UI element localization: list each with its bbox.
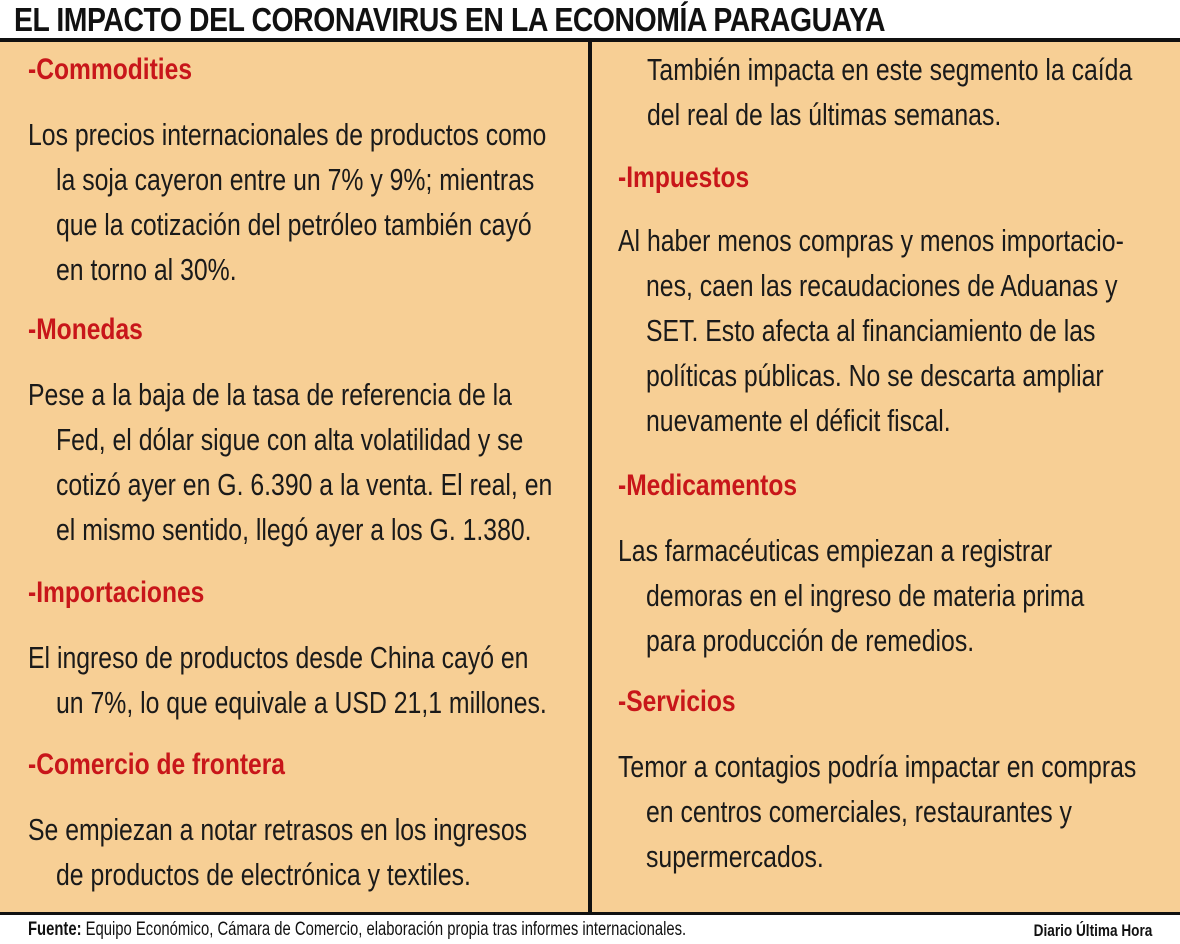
- body-line: El ingreso de productos desde China cayó en: [28, 640, 529, 675]
- page-title: EL IMPACTO DEL CORONAVIRUS EN LA ECONOMÍA PARAGUAYA: [14, 1, 886, 38]
- section-body-impuestos: [618, 218, 1124, 443]
- body-line: Los precios internacionales de productos como: [28, 117, 547, 152]
- body-line: demoras en el ingreso de materia prima: [646, 578, 1085, 613]
- section-heading-commodities: -Commodities: [28, 53, 193, 86]
- footer: [0, 912, 1180, 944]
- right-column: [592, 42, 1180, 912]
- body-line: Pese a la baja de la tasa de referencia de la: [28, 377, 512, 412]
- section-body-medicamentos: [618, 528, 1084, 663]
- section-heading-servicios: -Servicios: [618, 685, 736, 718]
- section-heading-medicamentos: -Medicamentos: [618, 469, 798, 502]
- source-label: Fuente:: [28, 919, 82, 940]
- body-line: Al haber menos compras y menos importacio-: [618, 223, 1124, 258]
- body-line: políticas públicas. No se descarta ampliar: [646, 358, 1104, 393]
- body-line: nuevamente el déficit fiscal.: [646, 403, 951, 438]
- body-line: la soja cayeron entre un 7% y 9%; mientras: [56, 162, 535, 197]
- source-text: Equipo Económico, Cámara de Comercio, elaboración propia tras informes internacionales.: [85, 919, 687, 940]
- body-line: SET. Esto afecta al financiamiento de las: [646, 313, 1096, 348]
- body-line: que la cotización del petróleo también cayó: [56, 207, 532, 242]
- section-heading-monedas: -Monedas: [28, 313, 143, 346]
- body-line: en centros comerciales, restaurantes y: [646, 794, 1072, 829]
- section-body-importaciones: [28, 635, 547, 725]
- body-line: Las farmacéuticas empiezan a registrar: [618, 533, 1053, 568]
- body-line: un 7%, lo que equivale a USD 21,1 millones.: [56, 685, 547, 720]
- section-heading-impuestos: -Impuestos: [618, 161, 750, 194]
- body-line: Se empiezan a notar retrasos en los ingresos: [28, 812, 528, 847]
- body-line: en torno al 30%.: [56, 252, 237, 287]
- body-line: Fed, el dólar sigue con alta volatilidad y se: [56, 422, 524, 457]
- section-body-monedas: [28, 372, 552, 552]
- body-line: Temor a contagios podría impactar en compras: [618, 749, 1137, 784]
- monedas-continuation: [647, 47, 1132, 137]
- body-line: del real de las últimas semanas.: [647, 97, 1002, 132]
- publication-credit: Diario Última Hora: [1033, 921, 1152, 940]
- body-line: de productos de electrónica y textiles.: [56, 857, 471, 892]
- source-note: [28, 919, 686, 941]
- body-line: para producción de remedios.: [646, 623, 975, 658]
- body-line: nes, caen las recaudaciones de Aduanas y: [646, 268, 1118, 303]
- section-body-comercio-frontera: [28, 807, 527, 897]
- body-line: También impacta en este segmento la caída: [647, 52, 1133, 87]
- section-heading-importaciones: -Importaciones: [28, 576, 205, 609]
- left-column: [0, 42, 588, 912]
- body-line: el mismo sentido, llegó ayer a los G. 1.380.: [56, 512, 532, 547]
- section-heading-comercio-frontera: -Comercio de frontera: [28, 748, 285, 781]
- section-body-servicios: [618, 744, 1136, 879]
- body-line: cotizó ayer en G. 6.390 a la venta. El real, en: [56, 467, 553, 502]
- body-line: supermercados.: [646, 839, 824, 874]
- section-body-commodities: [28, 112, 546, 292]
- title-bar: [0, 0, 1180, 42]
